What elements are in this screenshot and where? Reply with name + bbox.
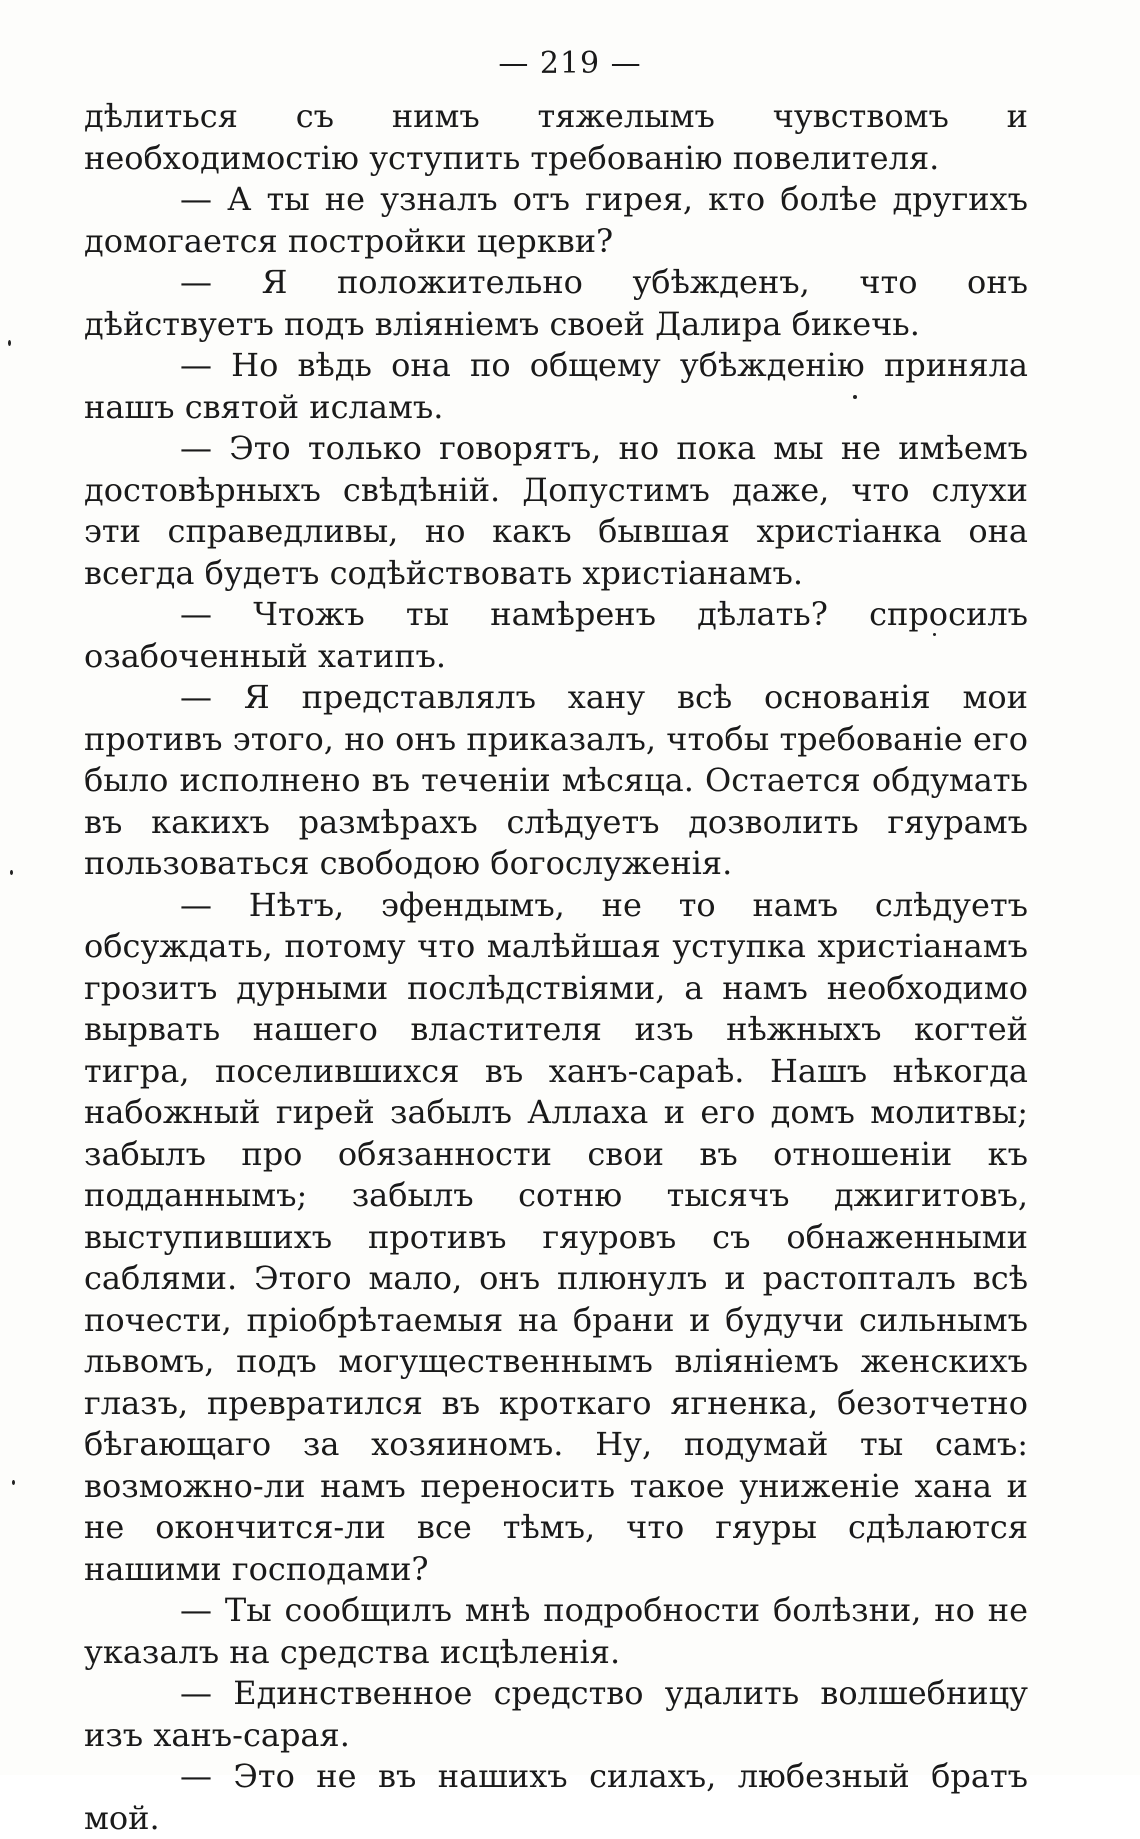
scan-speck (8, 340, 11, 346)
paragraph: — А ты не узналъ отъ гирея, кто болѣе другихъ домогается постройки церкви? (84, 180, 1028, 260)
scan-speck (12, 1480, 15, 1485)
scan-speck (10, 870, 13, 875)
paragraph: — Это не въ нашихъ силахъ, любезный братъ мой. (84, 1757, 1028, 1837)
paragraph: — Это только говорятъ, но пока мы не имѣемъ достовѣрныхъ свѣдѣній. Допустимъ даже, что слухи эти справедливы, но какъ бывшая христіанка она всегда будетъ содѣйствовать христіанамъ. (84, 429, 1028, 592)
page-number: — 219 — (498, 46, 642, 81)
paragraph: — Но вѣдь она по общему убѣжденію приняла нашъ святой исламъ. (84, 346, 1028, 426)
paragraph: — Я представлялъ хану всѣ основанія мои противъ этого, но онъ приказалъ, чтобы требованіе его было исполнено въ теченіи мѣсяца. Остается обдумать въ какихъ размѣрахъ слѣдуетъ дозволить гяурамъ пользоваться свободою богослуженія. (84, 678, 1028, 882)
text-body (84, 96, 1028, 1839)
paragraph: — Я положительно убѣжденъ, что онъ дѣйствуетъ подъ вліяніемъ своей Далира бикечь. (84, 263, 1028, 343)
paragraph: — Нѣтъ, эфендымъ, не то намъ слѣдуетъ обсуждать, потому что малѣйшая уступка христіанамъ грозитъ дурными послѣдствіями, а намъ необходимо вырвать нашего властителя изъ нѣжныхъ когтей тигра, поселившихся въ ханъ-сараѣ. Нашъ нѣкогда набожный гирей забылъ Аллаха и его домъ молитвы; забылъ про обязанности свои въ отношеніи къ подданнымъ; забылъ сотню тысячъ джигитовъ, выступившихъ противъ гяуровъ съ обнаженными саблями. Этого мало, онъ плюнулъ и растопталъ всѣ почести, пріобрѣтаемыя на брани и будучи сильнымъ львомъ, подъ могущественнымъ вліяніемъ женскихъ глазъ, превратился въ кроткаго ягненка, безотчетно бѣгающаго за хозяиномъ. Ну, подумай ты самъ: возможно-ли намъ переносить такое униженіе хана и не окончится-ли все тѣмъ, что гяуры сдѣлаются нашими господами? (84, 885, 1028, 1588)
paragraph: — Единственное средство удалить волшебницу изъ ханъ-сарая. (84, 1674, 1028, 1754)
scan-speck (933, 633, 936, 636)
paragraph: — Ты сообщилъ мнѣ подробности болѣзни, но не указалъ на средства исцѣленія. (84, 1591, 1028, 1671)
scan-speck (853, 395, 857, 399)
paragraph: — Чтожъ ты намѣренъ дѣлать? спросилъ озабоченный хатипъ. (84, 595, 1028, 675)
paragraph: дѣлиться съ нимъ тяжелымъ чувствомъ и необходимостію уступить требованію повелителя. (84, 97, 1028, 177)
